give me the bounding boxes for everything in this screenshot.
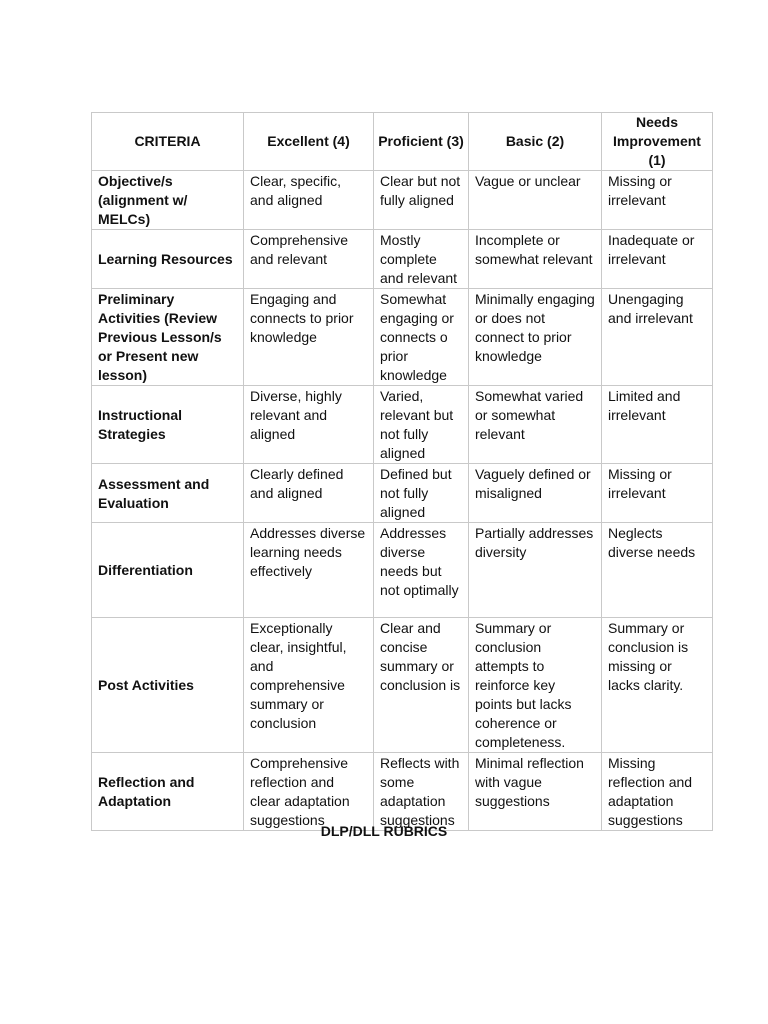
header-row <box>92 113 713 171</box>
needs-improvement-cell: Neglects diverse needs <box>602 523 713 618</box>
basic-cell: Minimally engaging or does not connect to prior knowledge <box>469 289 602 386</box>
excellent-cell: Engaging and connects to prior knowledge <box>244 289 374 386</box>
proficient-cell: Clear but not fully aligned <box>374 171 469 230</box>
basic-cell: Vaguely defined or misaligned <box>469 464 602 523</box>
header-proficient: Proficient (3) <box>374 113 469 171</box>
basic-cell: Incomplete or somewhat relevant <box>469 230 602 289</box>
table-row <box>92 386 713 464</box>
basic-cell: Somewhat varied or somewhat relevant <box>469 386 602 464</box>
table-row <box>92 171 713 230</box>
basic-cell: Minimal reflection with vague suggestions <box>469 753 602 831</box>
needs-improvement-cell: Missing or irrelevant <box>602 464 713 523</box>
table-row <box>92 753 713 831</box>
proficient-cell: Reflects with some adaptation suggestions <box>374 753 469 831</box>
table-row <box>92 289 713 386</box>
rubric-table <box>91 112 713 831</box>
proficient-cell: Mostly complete and relevant <box>374 230 469 289</box>
table-row <box>92 230 713 289</box>
excellent-cell: Comprehensive and relevant <box>244 230 374 289</box>
header-basic: Basic (2) <box>469 113 602 171</box>
table-row <box>92 523 713 618</box>
header-excellent: Excellent (4) <box>244 113 374 171</box>
table-row <box>92 464 713 523</box>
proficient-cell: Clear and concise summary or conclusion is <box>374 618 469 753</box>
excellent-cell: Comprehensive reflection and clear adaptation suggestions <box>244 753 374 831</box>
criteria-cell: Post Activities <box>92 618 244 753</box>
needs-improvement-cell: Missing or irrelevant <box>602 171 713 230</box>
needs-improvement-cell: Summary or conclusion is missing or lacks clarity. <box>602 618 713 753</box>
excellent-cell: Addresses diverse learning needs effectively <box>244 523 374 618</box>
needs-improvement-cell: Missing reflection and adaptation suggestions <box>602 753 713 831</box>
header-needs-improvement: Needs Improvement (1) <box>602 113 713 171</box>
criteria-cell: Assessment and Evaluation <box>92 464 244 523</box>
basic-cell: Vague or unclear <box>469 171 602 230</box>
needs-improvement-cell: Unengaging and irrelevant <box>602 289 713 386</box>
needs-improvement-cell: Limited and irrelevant <box>602 386 713 464</box>
criteria-cell: Differentiation <box>92 523 244 618</box>
excellent-cell: Diverse, highly relevant and aligned <box>244 386 374 464</box>
needs-improvement-cell: Inadequate or irrelevant <box>602 230 713 289</box>
table-row <box>92 618 713 753</box>
criteria-cell: Preliminary Activities (Review Previous Lesson/s or Present new lesson) <box>92 289 244 386</box>
table-caption: DLP/DLL RUBRICS <box>320 823 448 839</box>
proficient-cell: Varied, relevant but not fully aligned <box>374 386 469 464</box>
proficient-cell: Addresses diverse needs but not optimally <box>374 523 469 618</box>
criteria-cell: Reflection and Adaptation <box>92 753 244 831</box>
basic-cell: Partially addresses diversity <box>469 523 602 618</box>
excellent-cell: Clearly defined and aligned <box>244 464 374 523</box>
criteria-cell: Objective/s (alignment w/ MELCs) <box>92 171 244 230</box>
criteria-cell: Learning Resources <box>92 230 244 289</box>
proficient-cell: Defined but not fully aligned <box>374 464 469 523</box>
excellent-cell: Exceptionally clear, insightful, and comprehensive summary or conclusion <box>244 618 374 753</box>
excellent-cell: Clear, specific, and aligned <box>244 171 374 230</box>
proficient-cell: Somewhat engaging or connects o prior knowledge <box>374 289 469 386</box>
basic-cell: Summary or conclusion attempts to reinforce key points but lacks coherence or completeness. <box>469 618 602 753</box>
header-criteria: CRITERIA <box>92 113 244 171</box>
criteria-cell: Instructional Strategies <box>92 386 244 464</box>
